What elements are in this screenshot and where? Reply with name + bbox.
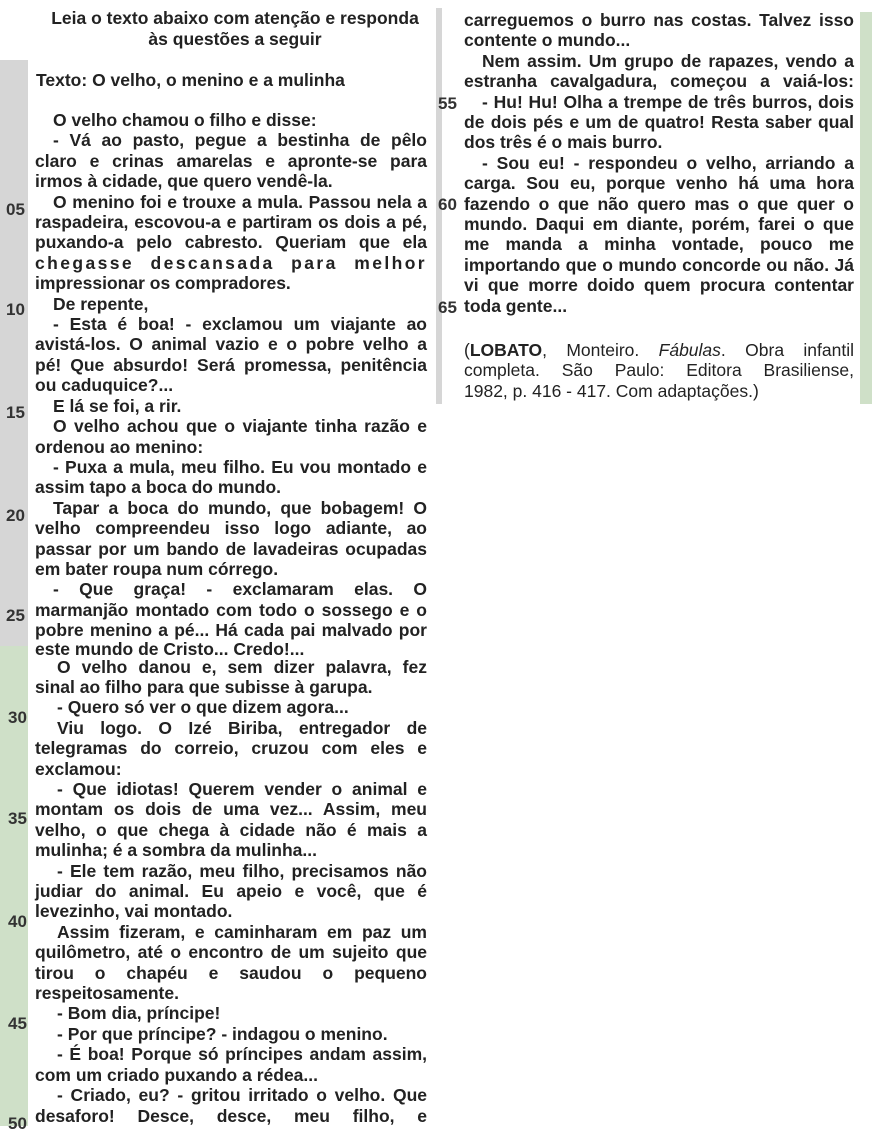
right-column-text [464, 10, 854, 316]
text-line: claro e crinas amarelas e apronte-se para [35, 150, 427, 171]
text-line: telegramas do correio, cruzou com eles e [35, 738, 427, 759]
text-line: - Esta é boa! - exclamou um viajante ao [53, 314, 427, 335]
line-number: 20 [6, 506, 25, 525]
text-line: - Bom dia, príncipe! [57, 1003, 221, 1024]
citation-author: LOBATO [469, 340, 543, 360]
text-line: avistá-los. O animal vazio e o pobre velho a [35, 334, 427, 355]
line-number: 65 [438, 298, 457, 317]
text-line: O menino foi e trouxe a mula. Passou nela a [53, 191, 427, 212]
text-line: de dois pés e um de quatro! Resta saber qual [464, 112, 854, 133]
text-line: estranha cavalgadura, começou a vaiá-los: [464, 71, 854, 92]
right-margin-bar [860, 12, 872, 404]
text-line: - Que idiotas! Querem vender o animal e [57, 779, 427, 799]
text-line: sinal ao filho para que subisse à garupa. [35, 676, 373, 697]
line-number: 10 [6, 300, 25, 319]
text-line: mundo. Daqui em diante, porém, farei o que [464, 214, 854, 235]
text-line: - Por que príncipe? - indagou o menino. [57, 1023, 388, 1044]
text-line: De repente, [53, 293, 149, 314]
line-number: 40 [8, 912, 27, 931]
text-line: chegasse descansada para melhor [35, 252, 427, 273]
line-number: 45 [8, 1014, 27, 1033]
text-line: contente o mundo... [464, 30, 631, 51]
line-number: 60 [438, 195, 457, 214]
text-line: Assim fizeram, e caminharam em paz um [57, 921, 427, 942]
text-line: levezinho, vai montado. [35, 901, 233, 922]
text-line: pé! Que absurdo! Será promessa, penitência [35, 354, 427, 375]
text-line: desaforo! Desce, desce, meu filho, e [35, 1105, 427, 1126]
text-line: puxando-a pelo cabresto. Queriam que ela [35, 232, 427, 253]
text-line: fazendo o que não quero mas o que quer o [464, 193, 854, 214]
text-line: este mundo de Cristo... Credo!... [35, 638, 305, 659]
text-line: E lá se foi, a rir. [53, 395, 182, 416]
text-line: Nem assim. Um grupo de rapazes, vendo a [482, 50, 854, 71]
text-line: ou caduquice?... [35, 375, 174, 396]
line-number: 15 [6, 403, 25, 422]
citation-work: Fábulas [658, 340, 721, 360]
text-line: em bater roupa num córrego. [35, 558, 279, 579]
text-line: carreguemos o burro nas costas. Talvez isso [464, 10, 854, 30]
text-line: mulinha; é a sombra da mulinha... [35, 840, 317, 861]
text-line: velho, o que chega à cidade não é mais a [35, 819, 427, 840]
text-line: Viu logo. O Izé Biriba, entregador de [57, 717, 427, 738]
text-line: - Quero só ver o que dizem agora... [57, 697, 349, 718]
line-number: 55 [438, 94, 457, 113]
text-line: montam os dois de uma vez... Assim, meu [35, 799, 427, 820]
text-line: - É boa! Porque só príncipes andam assim, [57, 1044, 427, 1065]
line-number: 30 [8, 708, 27, 727]
text-line: - Vá ao pasto, pegue a bestinha de pêlo [53, 130, 427, 151]
line-number: 50 [8, 1114, 27, 1133]
citation-line: completa. São Paulo: Editora Brasiliense, [464, 360, 854, 381]
text-line: assim tapo a boca do mundo. [35, 477, 282, 498]
text-line: exclamou: [35, 758, 122, 779]
left-margin-bar-gray [0, 60, 28, 646]
line-number: 35 [8, 809, 27, 828]
text-line: - Que graça! - exclamaram elas. O [53, 579, 427, 600]
text-line: O velho chamou o filho e disse: [53, 110, 317, 130]
text-line: velho compreendeu isso logo adiante, ao [35, 518, 427, 539]
line-number: 05 [6, 200, 25, 219]
text-line: - Sou eu! - respondeu o velho, arriando a [482, 152, 854, 173]
text-line: - Hu! Hu! Olha a trempe de três burros, dois [482, 91, 854, 112]
text-line: ordenou ao menino: [35, 436, 204, 457]
text-line: - Puxa a mula, meu filho. Eu vou montado e [53, 456, 427, 477]
text-line: marmanjão montado com todo o sossego e o [35, 599, 427, 620]
text-line: O velho danou e, sem dizer palavra, fez [57, 656, 427, 677]
text-line: judiar do animal. Eu apeio e você, que é [35, 881, 427, 902]
text-line: raspadeira, escovou-a e partiram os dois a pé, [35, 212, 427, 233]
text-line: dos três é o mais burro. [464, 132, 663, 153]
citation [464, 340, 854, 401]
text-line: impressionar os compradores. [35, 273, 291, 294]
text-line: respeitosamente. [35, 983, 179, 1004]
text-title: Texto: O velho, o menino e a mulinha [36, 70, 345, 90]
citation-rest: . Obra infantil [720, 340, 854, 360]
text-line: Tapar a boca do mundo, que bobagem! O [53, 497, 427, 518]
text-line: com um criado puxando a rédea... [35, 1064, 318, 1085]
text-line: vi que morre doido quem procura contentar [464, 275, 854, 296]
text-line: - Ele tem razão, meu filho, precisamos não [57, 860, 427, 881]
text-line: me manda a minha vontade, pouco me [464, 234, 854, 255]
text-line: O velho achou que o viajante tinha razão e [53, 416, 427, 437]
left-column-text [35, 110, 427, 1126]
text-line: - Criado, eu? - gritou irritado o velho. Que [57, 1085, 427, 1106]
text-line: tirou o chapéu e saudou o pequeno [35, 962, 427, 983]
text-line: quilômetro, até o encontro de um sujeito que [35, 942, 427, 963]
instructions-heading: Leia o texto abaixo com atenção e responda às questões a seguir [51, 8, 419, 49]
text-line: irmos à cidade, que quero vendê-la. [35, 171, 333, 192]
line-number: 25 [6, 606, 25, 625]
text-line: carga. Sou eu, porque venho há uma hora [464, 173, 854, 194]
citation-line: (LOBATO, Monteiro. Fábulas. Obra infantil [464, 340, 854, 360]
citation-line: 1982, p. 416 - 417. Com adaptações.) [464, 380, 759, 401]
text-line: toda gente... [464, 295, 568, 316]
citation-author-rest: , Monteiro. [542, 340, 640, 360]
text-line: passar por um bando de lavadeiras ocupadas [35, 538, 427, 559]
text-line: importando que o mundo concorde ou não. Já [464, 254, 854, 275]
text-line: pobre menino a pé... Há cada pai malvado por [35, 620, 427, 641]
